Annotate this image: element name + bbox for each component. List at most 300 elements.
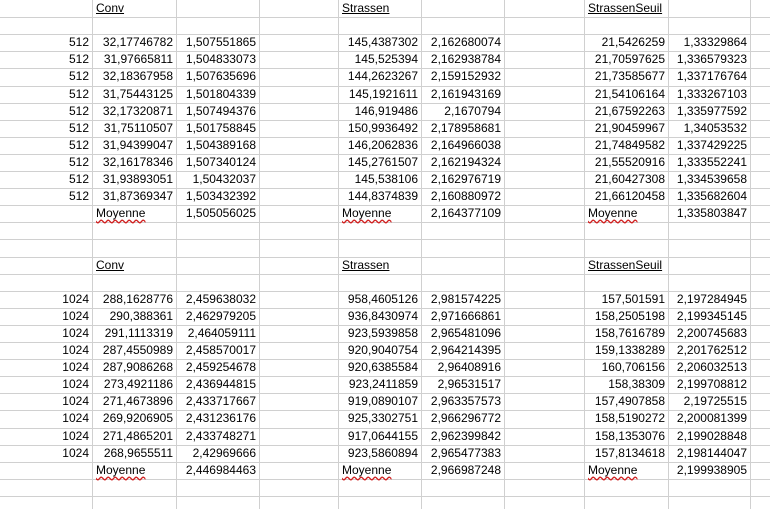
size-cell-text: 1024	[62, 429, 89, 443]
strassen-ratio-cell[interactable]	[422, 428, 501, 445]
strassenseuil-ratio-cell-text: 2,198144047	[676, 446, 747, 460]
moyenne-value-cell[interactable]	[422, 462, 501, 479]
moyenne-value-cell[interactable]	[669, 205, 747, 222]
strassenseuil-ratio-cell[interactable]	[669, 325, 747, 342]
strassen-ratio-cell-text: 2,965477383	[430, 446, 501, 460]
strassenseuil-ratio-cell[interactable]	[669, 171, 747, 188]
strassenseuil-ratio-cell-text: 2,199028848	[676, 429, 747, 443]
strassen-ratio-cell-text: 2,965481096	[430, 326, 501, 340]
strassenseuil-ratio-cell[interactable]	[669, 445, 747, 462]
strassenseuil-time-cell[interactable]	[585, 308, 665, 325]
strassenseuil-time-cell-text: 158,38309	[608, 377, 665, 391]
conv-ratio-cell-text: 2,436944815	[185, 377, 256, 391]
moyenne-value-cell[interactable]	[669, 462, 747, 479]
size-cell[interactable]	[1, 188, 89, 205]
size-cell[interactable]	[1, 171, 89, 188]
size-cell[interactable]	[1, 376, 89, 393]
conv-time-cell[interactable]	[93, 137, 173, 154]
strassen-time-cell-text: 146,919486	[354, 104, 418, 118]
moyenne-label-text: Moyenne	[342, 463, 392, 477]
moyenne-value-cell[interactable]	[177, 205, 256, 222]
size-cell[interactable]	[1, 291, 89, 308]
conv-time-cell[interactable]	[93, 445, 173, 462]
conv-ratio-cell[interactable]	[177, 34, 256, 51]
conv-ratio-cell[interactable]	[177, 68, 256, 85]
moyenne-value-cell-text: 2,199938905	[676, 463, 747, 477]
moyenne-label-text: Moyenne	[588, 463, 638, 477]
strassen-time-cell[interactable]	[339, 308, 418, 325]
strassenseuil-time-cell[interactable]	[585, 445, 665, 462]
strassenseuil-time-cell-text: 157,8134618	[594, 446, 665, 460]
moyenne-label-text: Moyenne	[342, 206, 392, 220]
column-header-strassen-text: Strassen	[342, 1, 390, 15]
column-header-strassenseuil-text: StrassenSeuil	[588, 1, 663, 15]
conv-time-cell[interactable]	[93, 103, 173, 120]
conv-ratio-cell[interactable]	[177, 410, 256, 427]
strassen-time-cell[interactable]	[339, 188, 418, 205]
strassenseuil-time-cell[interactable]	[585, 120, 665, 137]
conv-time-cell-text: 31,97665811	[103, 52, 173, 66]
strassenseuil-ratio-cell-text: 1,336579323	[676, 52, 747, 66]
strassen-ratio-cell-text: 2,162938784	[430, 52, 501, 66]
strassenseuil-time-cell[interactable]	[585, 359, 665, 376]
conv-time-cell[interactable]	[93, 171, 173, 188]
strassenseuil-ratio-cell-text: 1,335682604	[676, 189, 747, 203]
strassen-time-cell[interactable]	[339, 291, 418, 308]
conv-ratio-cell[interactable]	[177, 120, 256, 137]
conv-ratio-cell-text: 2,462979205	[185, 309, 256, 323]
size-cell[interactable]	[1, 103, 89, 120]
strassenseuil-time-cell-text: 158,2505198	[594, 309, 665, 323]
strassenseuil-ratio-cell-text: 1,34053532	[683, 121, 747, 135]
strassenseuil-ratio-cell-text: 1,335977592	[676, 104, 747, 118]
conv-time-cell-text: 31,75443125	[102, 87, 173, 101]
size-cell[interactable]	[1, 445, 89, 462]
column-gridline	[750, 0, 751, 509]
conv-time-cell-text: 32,18367958	[102, 69, 173, 83]
size-cell-text: 1024	[62, 377, 89, 391]
conv-ratio-cell-text: 1,507340124	[185, 155, 256, 169]
strassen-time-cell-text: 923,5860894	[347, 446, 418, 460]
strassen-ratio-cell[interactable]	[422, 359, 501, 376]
conv-time-cell[interactable]	[93, 86, 173, 103]
conv-ratio-cell[interactable]	[177, 103, 256, 120]
strassen-time-cell[interactable]	[339, 393, 418, 410]
moyenne-label-text: Moyenne	[96, 206, 146, 220]
strassen-ratio-cell[interactable]	[422, 86, 501, 103]
conv-ratio-cell[interactable]	[177, 51, 256, 68]
conv-ratio-cell[interactable]	[177, 188, 256, 205]
strassen-ratio-cell-text: 2,963357573	[430, 394, 501, 408]
conv-ratio-cell[interactable]	[177, 428, 256, 445]
strassen-time-cell[interactable]	[339, 445, 418, 462]
column-header-conv[interactable]	[93, 257, 176, 274]
moyenne-value-cell[interactable]	[177, 462, 256, 479]
conv-ratio-cell-text: 2,459638032	[185, 292, 256, 306]
strassenseuil-ratio-cell-text: 2,197284945	[676, 292, 747, 306]
conv-time-cell-text: 31,94399047	[102, 138, 173, 152]
strassen-ratio-cell[interactable]	[422, 68, 501, 85]
strassen-ratio-cell-text: 2,981574225	[430, 292, 501, 306]
strassenseuil-ratio-cell[interactable]	[669, 137, 747, 154]
conv-time-cell[interactable]	[93, 120, 173, 137]
strassenseuil-ratio-cell-text: 2,19725515	[683, 394, 747, 408]
strassenseuil-time-cell[interactable]	[585, 171, 665, 188]
strassen-time-cell[interactable]	[339, 120, 418, 137]
conv-time-cell-text: 271,4865201	[102, 429, 173, 443]
size-cell[interactable]	[1, 86, 89, 103]
conv-time-cell-text: 32,16178346	[102, 155, 173, 169]
strassenseuil-time-cell[interactable]	[585, 103, 665, 120]
size-cell-text: 512	[68, 121, 89, 135]
conv-time-cell-text: 31,93893051	[102, 172, 173, 186]
strassen-time-cell-text: 923,5939858	[347, 326, 418, 340]
column-gridline	[259, 0, 260, 509]
size-cell[interactable]	[1, 342, 89, 359]
strassenseuil-ratio-cell-text: 2,199708812	[676, 377, 747, 391]
strassen-ratio-cell[interactable]	[422, 34, 501, 51]
strassen-time-cell[interactable]	[339, 137, 418, 154]
strassenseuil-time-cell[interactable]	[585, 137, 665, 154]
conv-time-cell-text: 31,75110507	[103, 121, 173, 135]
conv-time-cell-text: 268,9655511	[103, 446, 173, 460]
strassen-ratio-cell-text: 2,966296772	[430, 411, 501, 425]
strassen-time-cell[interactable]	[339, 359, 418, 376]
strassenseuil-ratio-cell[interactable]	[669, 376, 747, 393]
row-gridline	[0, 17, 770, 18]
conv-time-cell[interactable]	[93, 393, 173, 410]
conv-time-cell[interactable]	[93, 376, 173, 393]
moyenne-value-cell[interactable]	[422, 205, 501, 222]
conv-time-cell[interactable]	[93, 325, 173, 342]
strassen-ratio-cell[interactable]	[422, 410, 501, 427]
strassen-time-cell-text: 145,538106	[354, 172, 418, 186]
conv-time-cell[interactable]	[93, 291, 173, 308]
strassen-ratio-cell-text: 2,159152932	[430, 69, 501, 83]
moyenne-label[interactable]	[585, 205, 668, 222]
strassenseuil-ratio-cell-text: 1,337429225	[676, 138, 747, 152]
conv-time-cell-text: 273,4921186	[103, 377, 173, 391]
strassenseuil-ratio-cell-text: 1,333267103	[676, 87, 747, 101]
column-header-strassenseuil[interactable]	[585, 0, 668, 17]
size-cell-text: 1024	[62, 394, 89, 408]
size-cell[interactable]	[1, 154, 89, 171]
size-cell-text: 512	[68, 52, 89, 66]
moyenne-value-cell-text: 2,446984463	[185, 463, 256, 477]
strassen-ratio-cell[interactable]	[422, 445, 501, 462]
strassenseuil-time-cell-text: 158,5190272	[594, 411, 665, 425]
strassen-ratio-cell-text: 2,162680074	[430, 35, 501, 49]
strassen-time-cell-text: 923,2411859	[348, 377, 418, 391]
strassen-time-cell-text: 920,6385584	[347, 360, 418, 374]
size-cell-text: 512	[68, 35, 89, 49]
strassenseuil-ratio-cell-text: 1,333552241	[676, 155, 747, 169]
conv-time-cell[interactable]	[93, 359, 173, 376]
strassen-ratio-cell-text: 2,160880972	[430, 189, 501, 203]
strassenseuil-time-cell[interactable]	[585, 51, 665, 68]
strassenseuil-ratio-cell[interactable]	[669, 359, 747, 376]
strassenseuil-ratio-cell[interactable]	[669, 68, 747, 85]
strassen-time-cell[interactable]	[339, 428, 418, 445]
moyenne-label-text: Moyenne	[96, 463, 146, 477]
strassenseuil-ratio-cell[interactable]	[669, 103, 747, 120]
row-gridline	[0, 479, 770, 480]
strassen-time-cell-text: 146,2062836	[347, 138, 418, 152]
conv-time-cell-text: 271,4673896	[102, 394, 173, 408]
moyenne-label[interactable]	[93, 205, 176, 222]
strassenseuil-time-cell[interactable]	[585, 86, 665, 103]
strassen-ratio-cell[interactable]	[422, 325, 501, 342]
conv-time-cell-text: 291,1113319	[104, 326, 173, 340]
conv-time-cell[interactable]	[93, 34, 173, 51]
strassen-time-cell-text: 145,2761507	[347, 155, 418, 169]
strassenseuil-ratio-cell[interactable]	[669, 51, 747, 68]
conv-ratio-cell[interactable]	[177, 359, 256, 376]
strassen-time-cell[interactable]	[339, 34, 418, 51]
strassenseuil-time-cell-text: 21,66120458	[594, 189, 665, 203]
strassen-ratio-cell[interactable]	[422, 51, 501, 68]
strassenseuil-ratio-cell[interactable]	[669, 410, 747, 427]
conv-time-cell[interactable]	[93, 188, 173, 205]
strassenseuil-ratio-cell[interactable]	[669, 188, 747, 205]
strassenseuil-time-cell-text: 157,4907858	[594, 394, 665, 408]
strassenseuil-time-cell[interactable]	[585, 410, 665, 427]
strassenseuil-time-cell-text: 157,501591	[601, 292, 665, 306]
size-cell-text: 512	[68, 155, 89, 169]
conv-time-cell[interactable]	[93, 51, 173, 68]
moyenne-label[interactable]	[339, 462, 421, 479]
strassen-ratio-cell[interactable]	[422, 154, 501, 171]
strassen-time-cell[interactable]	[339, 103, 418, 120]
strassenseuil-ratio-cell[interactable]	[669, 154, 747, 171]
conv-time-cell[interactable]	[93, 154, 173, 171]
strassenseuil-time-cell-text: 21,74849582	[594, 138, 665, 152]
size-cell[interactable]	[1, 68, 89, 85]
conv-time-cell-text: 290,388361	[109, 309, 173, 323]
conv-time-cell[interactable]	[93, 342, 173, 359]
strassenseuil-ratio-cell[interactable]	[669, 393, 747, 410]
strassenseuil-ratio-cell[interactable]	[669, 342, 747, 359]
strassen-time-cell-text: 925,3302751	[347, 411, 418, 425]
size-cell[interactable]	[1, 51, 89, 68]
strassenseuil-ratio-cell-text: 2,201762512	[676, 343, 747, 357]
row-gridline	[0, 239, 770, 240]
strassen-ratio-cell[interactable]	[422, 188, 501, 205]
size-cell[interactable]	[1, 137, 89, 154]
strassen-ratio-cell-text: 2,178958681	[430, 121, 501, 135]
size-cell[interactable]	[1, 325, 89, 342]
conv-ratio-cell[interactable]	[177, 171, 256, 188]
conv-time-cell[interactable]	[93, 428, 173, 445]
strassenseuil-time-cell-text: 21,70597625	[594, 52, 665, 66]
strassenseuil-ratio-cell-text: 2,199345145	[676, 309, 747, 323]
strassen-ratio-cell[interactable]	[422, 103, 501, 120]
conv-ratio-cell-text: 1,501804339	[185, 87, 256, 101]
conv-ratio-cell-text: 2,431236176	[185, 411, 256, 425]
size-cell-text: 1024	[62, 411, 89, 425]
strassen-time-cell[interactable]	[339, 325, 418, 342]
conv-time-cell-text: 288,1628776	[102, 292, 173, 306]
conv-ratio-cell[interactable]	[177, 154, 256, 171]
strassenseuil-time-cell[interactable]	[585, 291, 665, 308]
conv-ratio-cell[interactable]	[177, 86, 256, 103]
strassen-time-cell[interactable]	[339, 171, 418, 188]
size-cell-text: 512	[68, 189, 89, 203]
strassenseuil-time-cell[interactable]	[585, 34, 665, 51]
strassen-ratio-cell[interactable]	[422, 120, 501, 137]
column-header-strassen[interactable]	[339, 257, 421, 274]
size-cell[interactable]	[1, 359, 89, 376]
strassen-time-cell[interactable]	[339, 51, 418, 68]
strassenseuil-ratio-cell[interactable]	[669, 308, 747, 325]
row-gridline	[0, 274, 770, 275]
conv-ratio-cell[interactable]	[177, 342, 256, 359]
moyenne-label[interactable]	[585, 462, 668, 479]
conv-ratio-cell-text: 1,504389168	[185, 138, 256, 152]
size-cell[interactable]	[1, 428, 89, 445]
strassenseuil-time-cell[interactable]	[585, 393, 665, 410]
conv-time-cell[interactable]	[93, 68, 173, 85]
strassen-time-cell[interactable]	[339, 410, 418, 427]
size-cell[interactable]	[1, 120, 89, 137]
size-cell-text: 512	[68, 104, 89, 118]
strassen-time-cell[interactable]	[339, 154, 418, 171]
strassen-time-cell-text: 145,525394	[354, 52, 418, 66]
strassen-ratio-cell-text: 2,161943169	[430, 87, 501, 101]
strassenseuil-time-cell-text: 21,5426259	[601, 35, 665, 49]
strassen-time-cell-text: 958,4605126	[347, 292, 418, 306]
strassen-time-cell-text: 150,9936492	[347, 121, 418, 135]
strassen-ratio-cell-text: 2,162976719	[430, 172, 501, 186]
strassenseuil-time-cell[interactable]	[585, 188, 665, 205]
strassen-ratio-cell-text: 2,96531517	[437, 377, 501, 391]
row-gridline	[0, 222, 770, 223]
strassenseuil-ratio-cell-text: 1,337176764	[676, 69, 747, 83]
strassen-ratio-cell[interactable]	[422, 308, 501, 325]
strassenseuil-time-cell[interactable]	[585, 376, 665, 393]
conv-ratio-cell[interactable]	[177, 308, 256, 325]
strassen-time-cell-text: 917,0644155	[347, 429, 418, 443]
conv-time-cell[interactable]	[93, 410, 173, 427]
strassenseuil-ratio-cell[interactable]	[669, 120, 747, 137]
strassen-time-cell[interactable]	[339, 342, 418, 359]
strassenseuil-time-cell-text: 160,706156	[601, 360, 665, 374]
conv-ratio-cell-text: 2,458570017	[185, 343, 256, 357]
size-cell[interactable]	[1, 34, 89, 51]
strassenseuil-ratio-cell-text: 1,334539658	[676, 172, 747, 186]
strassenseuil-ratio-cell-text: 1,33329864	[683, 35, 747, 49]
conv-ratio-cell[interactable]	[177, 393, 256, 410]
strassenseuil-time-cell-text: 21,73585677	[594, 69, 665, 83]
moyenne-value-cell-text: 2,966987248	[430, 463, 501, 477]
strassenseuil-ratio-cell[interactable]	[669, 428, 747, 445]
conv-ratio-cell[interactable]	[177, 376, 256, 393]
strassenseuil-ratio-cell[interactable]	[669, 86, 747, 103]
column-header-strassen-text: Strassen	[342, 258, 390, 272]
strassen-ratio-cell[interactable]	[422, 376, 501, 393]
strassenseuil-time-cell[interactable]	[585, 428, 665, 445]
conv-ratio-cell[interactable]	[177, 445, 256, 462]
size-cell-text: 1024	[62, 446, 89, 460]
strassen-ratio-cell[interactable]	[422, 171, 501, 188]
strassenseuil-ratio-cell[interactable]	[669, 291, 747, 308]
moyenne-label[interactable]	[339, 205, 421, 222]
moyenne-label[interactable]	[93, 462, 176, 479]
size-cell[interactable]	[1, 393, 89, 410]
strassen-ratio-cell-text: 2,971666861	[430, 309, 501, 323]
conv-ratio-cell-text: 1,507494376	[185, 104, 256, 118]
size-cell-text: 1024	[62, 360, 89, 374]
strassen-time-cell-text: 936,8430974	[347, 309, 418, 323]
strassen-ratio-cell[interactable]	[422, 393, 501, 410]
size-cell-text: 1024	[62, 343, 89, 357]
column-header-conv-text: Conv	[96, 1, 125, 15]
strassen-time-cell-text: 920,9040754	[347, 343, 418, 357]
strassen-ratio-cell-text: 2,162194324	[430, 155, 501, 169]
strassen-ratio-cell[interactable]	[422, 291, 501, 308]
strassenseuil-time-cell-text: 158,7616789	[594, 326, 665, 340]
strassen-time-cell[interactable]	[339, 68, 418, 85]
strassen-time-cell[interactable]	[339, 376, 418, 393]
strassen-time-cell-text: 145,4387302	[347, 35, 418, 49]
size-cell[interactable]	[1, 308, 89, 325]
conv-time-cell-text: 31,87369347	[102, 189, 173, 203]
strassen-time-cell-text: 144,8374839	[347, 189, 418, 203]
column-gridline	[504, 0, 505, 509]
column-header-strassenseuil[interactable]	[585, 257, 668, 274]
strassenseuil-time-cell[interactable]	[585, 342, 665, 359]
column-header-conv-text: Conv	[96, 258, 125, 272]
conv-ratio-cell[interactable]	[177, 137, 256, 154]
strassen-time-cell-text: 145,1921611	[348, 87, 418, 101]
conv-ratio-cell-text: 1,501758845	[185, 121, 256, 135]
strassenseuil-time-cell[interactable]	[585, 68, 665, 85]
size-cell-text: 512	[68, 69, 89, 83]
conv-ratio-cell-text: 1,507635696	[185, 69, 256, 83]
conv-time-cell-text: 287,9086268	[102, 360, 173, 374]
conv-ratio-cell[interactable]	[177, 291, 256, 308]
column-header-strassenseuil-text: StrassenSeuil	[588, 258, 663, 272]
conv-time-cell-text: 32,17320871	[102, 104, 173, 118]
moyenne-value-cell-text: 2,164377109	[430, 206, 501, 220]
strassenseuil-time-cell-text: 21,55520916	[594, 155, 665, 169]
size-cell-text: 512	[68, 138, 89, 152]
conv-ratio-cell-text: 1,50432037	[192, 172, 256, 186]
conv-time-cell[interactable]	[93, 308, 173, 325]
row-gridline	[0, 496, 770, 497]
column-header-conv[interactable]	[93, 0, 176, 17]
strassen-ratio-cell-text: 2,164966038	[430, 138, 501, 152]
strassen-ratio-cell[interactable]	[422, 342, 501, 359]
size-cell[interactable]	[1, 410, 89, 427]
conv-time-cell-text: 32,17746782	[102, 35, 173, 49]
size-cell-text: 1024	[62, 326, 89, 340]
strassenseuil-ratio-cell-text: 2,200745683	[676, 326, 747, 340]
moyenne-value-cell-text: 1,335803847	[676, 206, 747, 220]
strassenseuil-time-cell-text: 158,1353076	[594, 429, 665, 443]
strassen-ratio-cell[interactable]	[422, 137, 501, 154]
conv-ratio-cell[interactable]	[177, 325, 256, 342]
column-header-strassen[interactable]	[339, 0, 421, 17]
conv-time-cell-text: 287,4550989	[102, 343, 173, 357]
size-cell-text: 1024	[62, 309, 89, 323]
conv-ratio-cell-text: 1,504833073	[185, 52, 256, 66]
strassen-time-cell[interactable]	[339, 86, 418, 103]
strassenseuil-ratio-cell[interactable]	[669, 34, 747, 51]
strassenseuil-time-cell-text: 21,67592263	[594, 104, 665, 118]
strassenseuil-time-cell[interactable]	[585, 325, 665, 342]
strassenseuil-time-cell[interactable]	[585, 154, 665, 171]
